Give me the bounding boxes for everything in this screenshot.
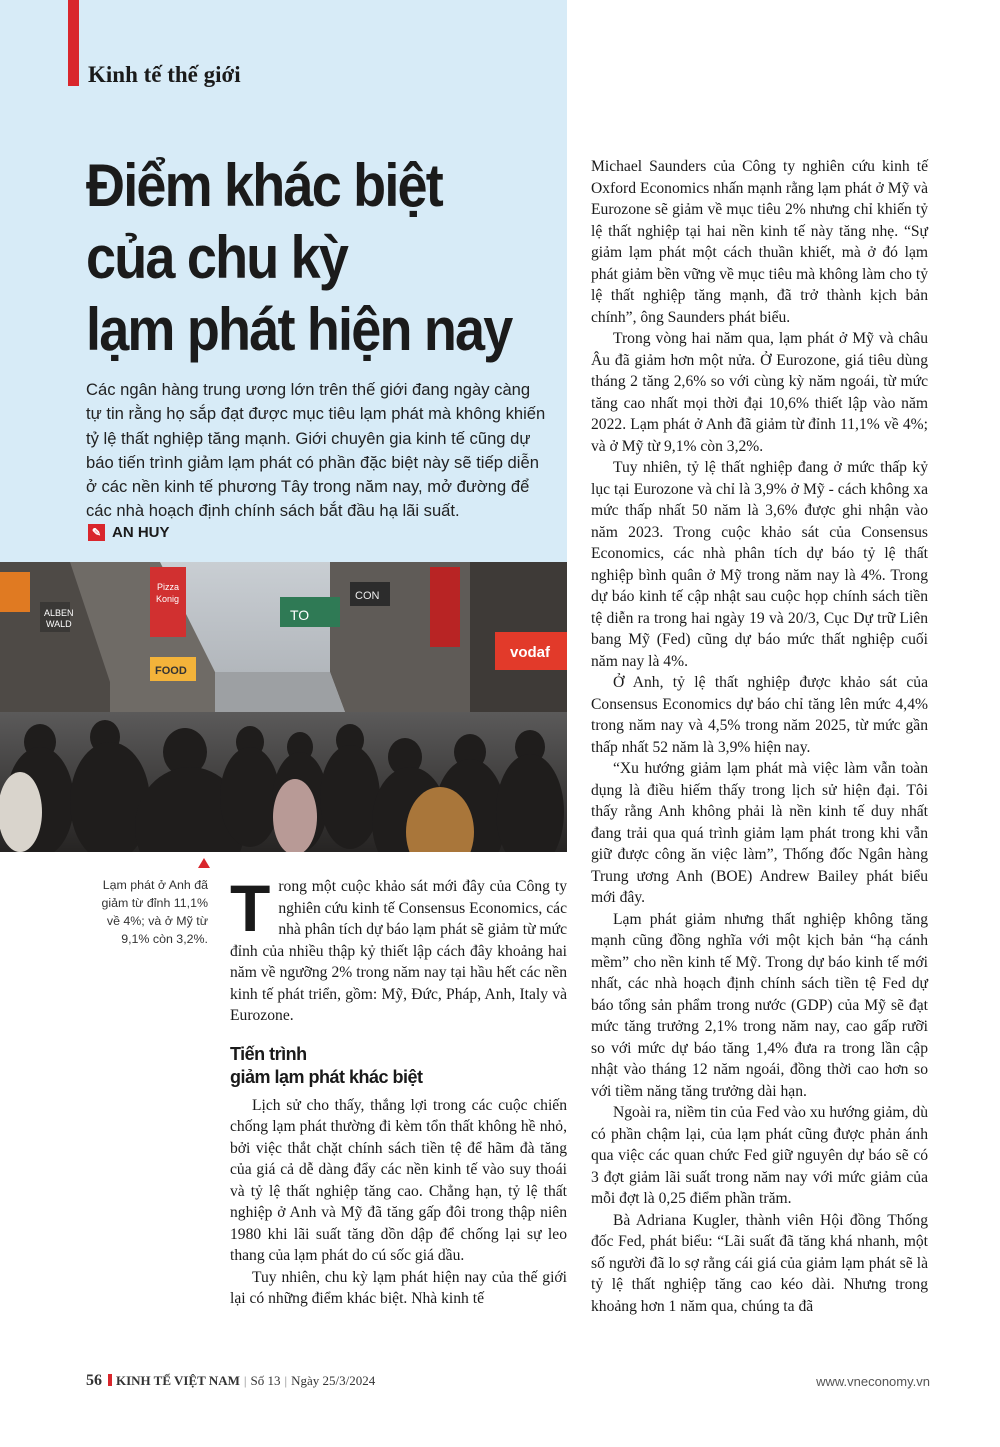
photo-sign-konig: Konig: [156, 594, 180, 604]
footer-separator: |: [243, 1373, 247, 1388]
section-accent-bar: [68, 0, 79, 86]
footer-accent-bar: [108, 1374, 112, 1386]
photo-jacket-pink: [273, 779, 317, 852]
headline-line-2: của chu kỳ: [86, 224, 348, 291]
footer-separator: |: [284, 1373, 288, 1388]
headline: [86, 150, 512, 366]
photo-sign-con-text: CON: [355, 590, 380, 602]
issue-date: Ngày 25/3/2024: [291, 1373, 376, 1388]
body-paragraph: Lịch sử cho thấy, thắng lợi trong các cuộc chiến chống lạm phát thường đi kèm tổn thất không hề nhỏ, bởi việc thắt chặt chính sách tiền tệ để hãm đà tăng của giá cả dễ dàng đẩy các nền kinh tế vào suy thoái và tỷ lệ thất nghiệp tăng cao. Chẳng hạn, tỷ lệ thất nghiệp ở Anh và Mỹ đã tăng gấp đôi trong thập niên 1980 khi lãi suất tăng dồn dập để chống lại sự leo thang của lạm phát do cú sốc giá dầu.: [230, 1096, 567, 1264]
photo-sign-to: TO: [290, 607, 310, 623]
body-paragraph: Ở Anh, tỷ lệ thất nghiệp được khảo sát của Consensus Economics dự báo chỉ tăng lên mức 4,4% trong năm nay và 4,5% trong năm 2025, từ mức gần thấp nhất 52 năm là 3,9% hiện nay.: [591, 674, 928, 756]
photo-caption: Lạm phát ở Anh đã giảm từ đỉnh 11,1% về 4%; và ở Mỹ từ 9,1% còn 3,2%.: [101, 878, 208, 946]
photo-jacket-white: [0, 772, 42, 852]
page-number: 56: [86, 1372, 102, 1389]
drop-cap: T: [230, 871, 271, 945]
magazine-name: KINH TẾ VIỆT NAM: [116, 1373, 240, 1388]
issue-number: Số 13: [250, 1373, 281, 1388]
subheading-line-2: giảm lạm phát khác biệt: [230, 1066, 423, 1087]
lead-paragraph: Các ngân hàng trung ương lớn trên thế giới đang ngày càng tự tin rằng họ sắp đạt được mục tiêu lạm phát mà không khiến tỷ lệ thất nghiệp tăng mạnh. Giới chuyên gia kinh tế cũng dự báo tiến trình giảm lạm phát có phần đặc biệt này sẽ tiếp diễn ở các nền kinh tế phương Tây trong năm nay, mở đường để các nhà hoạch định chính sách bắt đầu hạ lãi suất.: [86, 380, 546, 521]
photo-sign-vodaf: vodaf: [510, 644, 551, 661]
photo-sign-green: [280, 597, 340, 627]
photo-banner-red: [430, 567, 460, 647]
photo-sign-pizza: Pizza: [157, 582, 180, 592]
caption-marker-icon: [198, 858, 210, 868]
body-paragraph: Michael Saunders của Công ty nghiên cứu kinh tế Oxford Economics nhấn mạnh rằng lạm phát ở Mỹ và Eurozone sẽ giảm về mục tiêu 2% nhưng chỉ khiến tỷ lệ thất nghiệp tại hai nền kinh tế này tăng nhẹ. “Sự giảm lạm phát một cách thuần khiết, mà ở đó lạm phát giảm bền vững về mục tiêu mà không làm cho tỷ lệ thất nghiệp tăng mạnh, đã trở thành kịch bản chính”, ông Saunders phát biểu.: [591, 158, 928, 326]
body-paragraph: Tuy nhiên, tỷ lệ thất nghiệp đang ở mức thấp kỷ lục tại Eurozone và chỉ là 3,9% ở Mỹ - cách không xa mức thấp nhất 50 năm là 3,6% được ghi nhận vào năm 2023. Trong cuộc khảo sát của Consensus Economics, các nhà phân tích dự báo tỷ lệ thất nghiệp bình quân ở Mỹ trong năm nay là 4%. Trong dự báo kinh tế cập nhật sau cuộc họp chính sách tiền tệ diễn ra trong hai ngày 19 và 20/3, Cục Dự trữ Liên bang Mỹ (Fed) cũng dự báo mức thất nghiệp cuối năm nay là 4%.: [591, 459, 928, 670]
body-paragraph: Tuy nhiên, chu kỳ lạm phát hiện nay của thế giới lại có những điểm khác biệt. Nhà kinh tế: [230, 1268, 567, 1307]
intro-text: rong một cuộc khảo sát mới đây của Công ty nghiên cứu kinh tế Consensus Economics, các nhà phân tích dự báo lạm phát sẽ giảm từ mức đỉnh của nhiều thập kỷ thiết lập cách đây khoảng hai năm về ngưỡng 2% trong năm nay tại hầu hết các nền kinh tế phát triển, gồm: Mỹ, Đức, Pháp, Anh, Italy và Eurozone.: [230, 878, 567, 1024]
subheading-line-1: Tiến trình: [230, 1043, 307, 1064]
author-name: AN HUY: [112, 524, 170, 541]
body-paragraph: Trong vòng hai năm qua, lạm phát ở Mỹ và châu Âu đã giảm hơn một nửa. Ở Eurozone, giá tiêu dùng tháng 2 tăng 2,6% so với cùng kỳ năm ngoái, từ mức tăng cao nhất mọi thời đại 10,6% thiết lập vào năm 2022. Lạm phát ở Anh đã giảm từ đỉnh 11,1% về 4%; và ở Mỹ từ 9,1% còn 3,2%.: [591, 330, 928, 455]
photo-sign-alben: ALBEN: [44, 608, 74, 618]
pen-icon: ✎: [88, 524, 105, 541]
photo-sign-orange: [0, 572, 30, 612]
headline-line-3: lạm phát hiện nay: [86, 296, 512, 363]
photo-sign-food-text: FOOD: [155, 665, 187, 677]
byline: [88, 524, 170, 541]
body-paragraph: Lạm phát giảm nhưng thất nghiệp không tăng mạnh cũng đồng nghĩa với một kịch bản “hạ cánh mềm” cho nền kinh tế Mỹ. Trong dự báo kinh tế mới nhất, các nhà hoạch định chính sách tiền tệ Fed dự báo tổng sản phẩm trong nước (GDP) của Mỹ sẽ đạt mức tăng trưởng 2,1% trong năm nay, cao gấp rưỡi so với mức dự báo tăng 1,4% đưa ra trong lần cập nhật vào tháng 12 năm ngoái, đồng thời cao hơn so với tiềm năng tăng trưởng dài hạn.: [591, 910, 928, 1100]
intro-paragraph: [230, 871, 567, 1027]
subheading: [230, 1043, 567, 1089]
street-photo: [0, 562, 567, 852]
body-paragraph: Bà Adriana Kugler, thành viên Hội đồng Thống đốc Fed, phát biểu: “Lãi suất đã tăng khá nhanh, một số người đã lo sợ rằng cái giá của giảm lạm phát sẽ là tỷ lệ thất nghiệp tăng cao kéo dài. Nhưng trong khoảng hơn 1 năm qua, chúng ta đã: [591, 1211, 928, 1315]
website-link[interactable]: www.vneconomy.vn: [816, 1374, 930, 1389]
photo-sign-wald: WALD: [46, 619, 72, 629]
body-column-right: [591, 156, 928, 1317]
body-column-left: [230, 871, 567, 1310]
page-footer: [86, 1372, 930, 1392]
body-paragraph: “Xu hướng giảm lạm phát mà việc làm vẫn toàn dụng là điều hiếm thấy trong lịch sử hiện đại. Tôi thấy rằng Anh không phải là nền kinh tế duy nhất đang trải qua quá trình giảm lạm phát trong khi vẫn giữ được công ăn việc làm”, Thống đốc Ngân hàng Trung ương Anh (BOE) Andrew Bailey phát biểu mới đây.: [591, 760, 928, 906]
section-label: Kinh tế thế giới: [88, 62, 241, 87]
headline-line-1: Điểm khác biệt: [86, 152, 442, 219]
body-paragraph: Ngoài ra, niềm tin của Fed vào xu hướng giảm, dù có phần chậm lại, của lạm phát cũng được phản ánh qua việc các quan chức Fed giữ nguyên dự báo sẽ có 3 đợt giảm lãi suất trong năm nay với mức giảm của mỗi đợt là 0,25 điểm phần trăm.: [591, 1104, 928, 1207]
